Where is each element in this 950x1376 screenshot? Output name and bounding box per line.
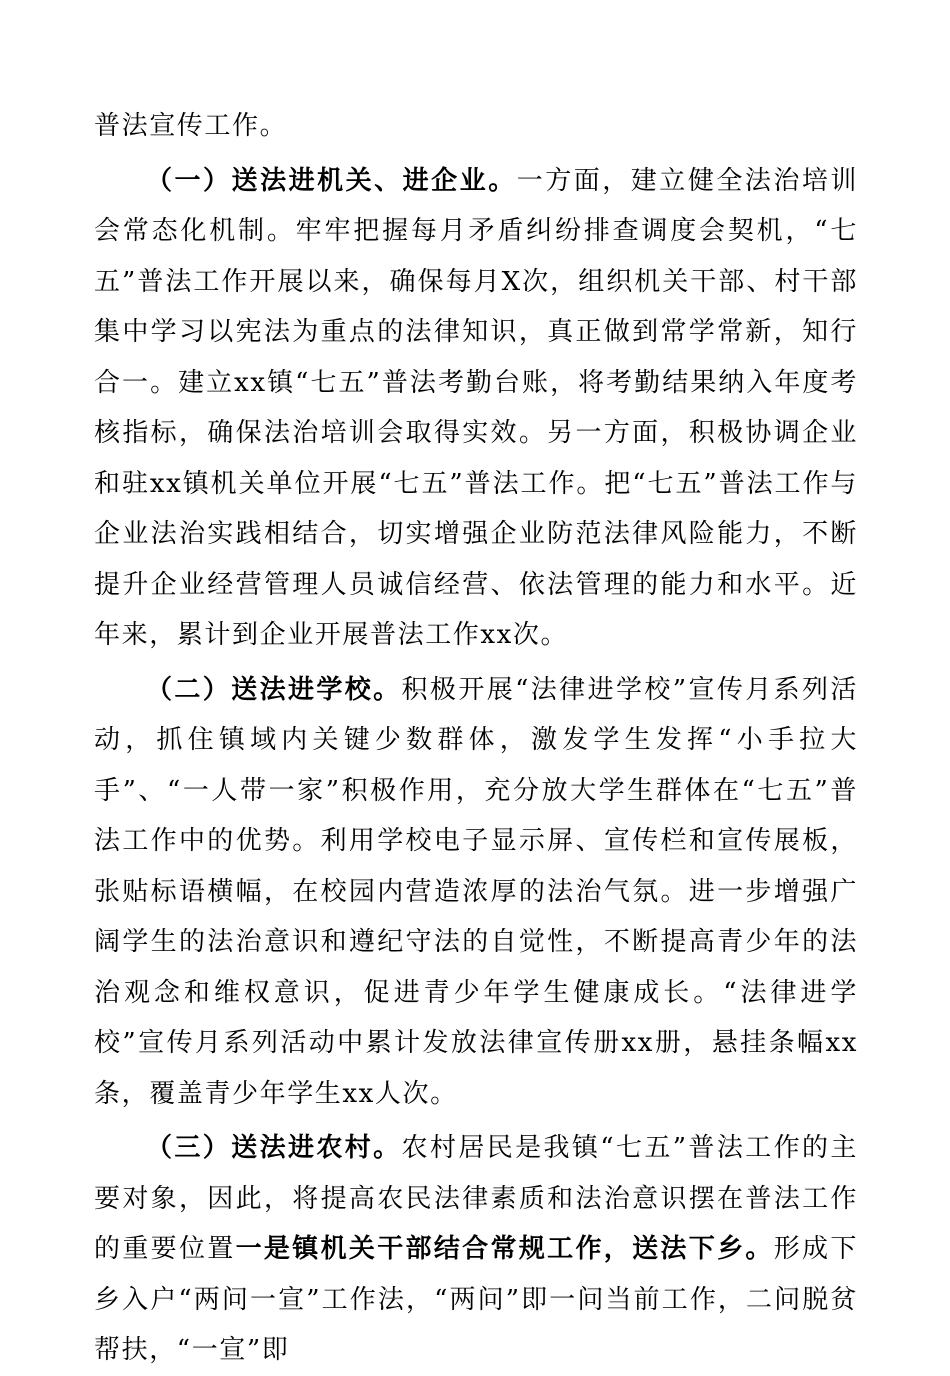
sub-heading: 一是镇机关干部结合常规工作，送法下乡。 [235, 1234, 774, 1264]
paragraph-section-1 [94, 156, 858, 661]
paragraph-text: 农村居民是我镇“七五”普法工作的主要对象，因此，将提高农民法律素质和法治意识摆在普法工作的重要位置 [94, 1133, 858, 1264]
paragraph-section-2 [94, 665, 858, 1120]
section-heading: （一）送法进机关、进企业。 [146, 165, 517, 196]
paragraph-text: 一方面，建立健全法治培训会常态化机制。牢牢把握每月矛盾纠纷排查调度会契机，“七五”普法工作开展以来，确保每月X次，组织机关干部、村干部集中学习以宪法为重点的法律知识，真正做到常学常新，知行合一。建立xx镇“七五”普法考勤台账，将考勤结果纳入年度考核指标，确保法治培训会取得实效。另一方面，积极协调企业和驻xx镇机关单位开展“七五”普法工作。把“七五”普法工作与企业法治实践相结合，切实增强企业防范法律风险能力，不断提升企业经营管理人员诚信经营、依法管理的能力和水平。近年来，累计到企业开展普法工作xx次。 [94, 165, 858, 650]
document-page [94, 101, 858, 1376]
paragraph-text: 形成下乡入户“两问一宣”工作法，“两问”即一问当前工作，二问脱贫帮扶，“一宣”即 [94, 1234, 858, 1365]
section-heading: （三）送法进农村。 [146, 1133, 402, 1163]
paragraph-text: 普法宣传工作。 [94, 111, 288, 141]
paragraph-text: 积极开展“法律进学校”宣传月系列活动，抓住镇域内关键少数群体，激发学生发挥“小手拉大手”、“一人带一家”积极作用，充分放大学生群体在“七五”普法工作中的优势。利用学校电子显示屏、宣传栏和宣传展板，张贴标语横幅，在校园内营造浓厚的法治气氛。进一步增强广阔学生的法治意识和遵纪守法的自觉性，不断提高青少年的法治观念和维权意识，促进青少年学生健康成长。“法律进学校”宣传月系列活动中累计发放法律宣传册xx册，悬挂条幅xx条，覆盖青少年学生xx人次。 [94, 674, 858, 1109]
paragraph-section-3 [94, 1123, 858, 1376]
paragraph-intro [94, 101, 858, 152]
section-heading: （二）送法进学校。 [146, 674, 402, 705]
